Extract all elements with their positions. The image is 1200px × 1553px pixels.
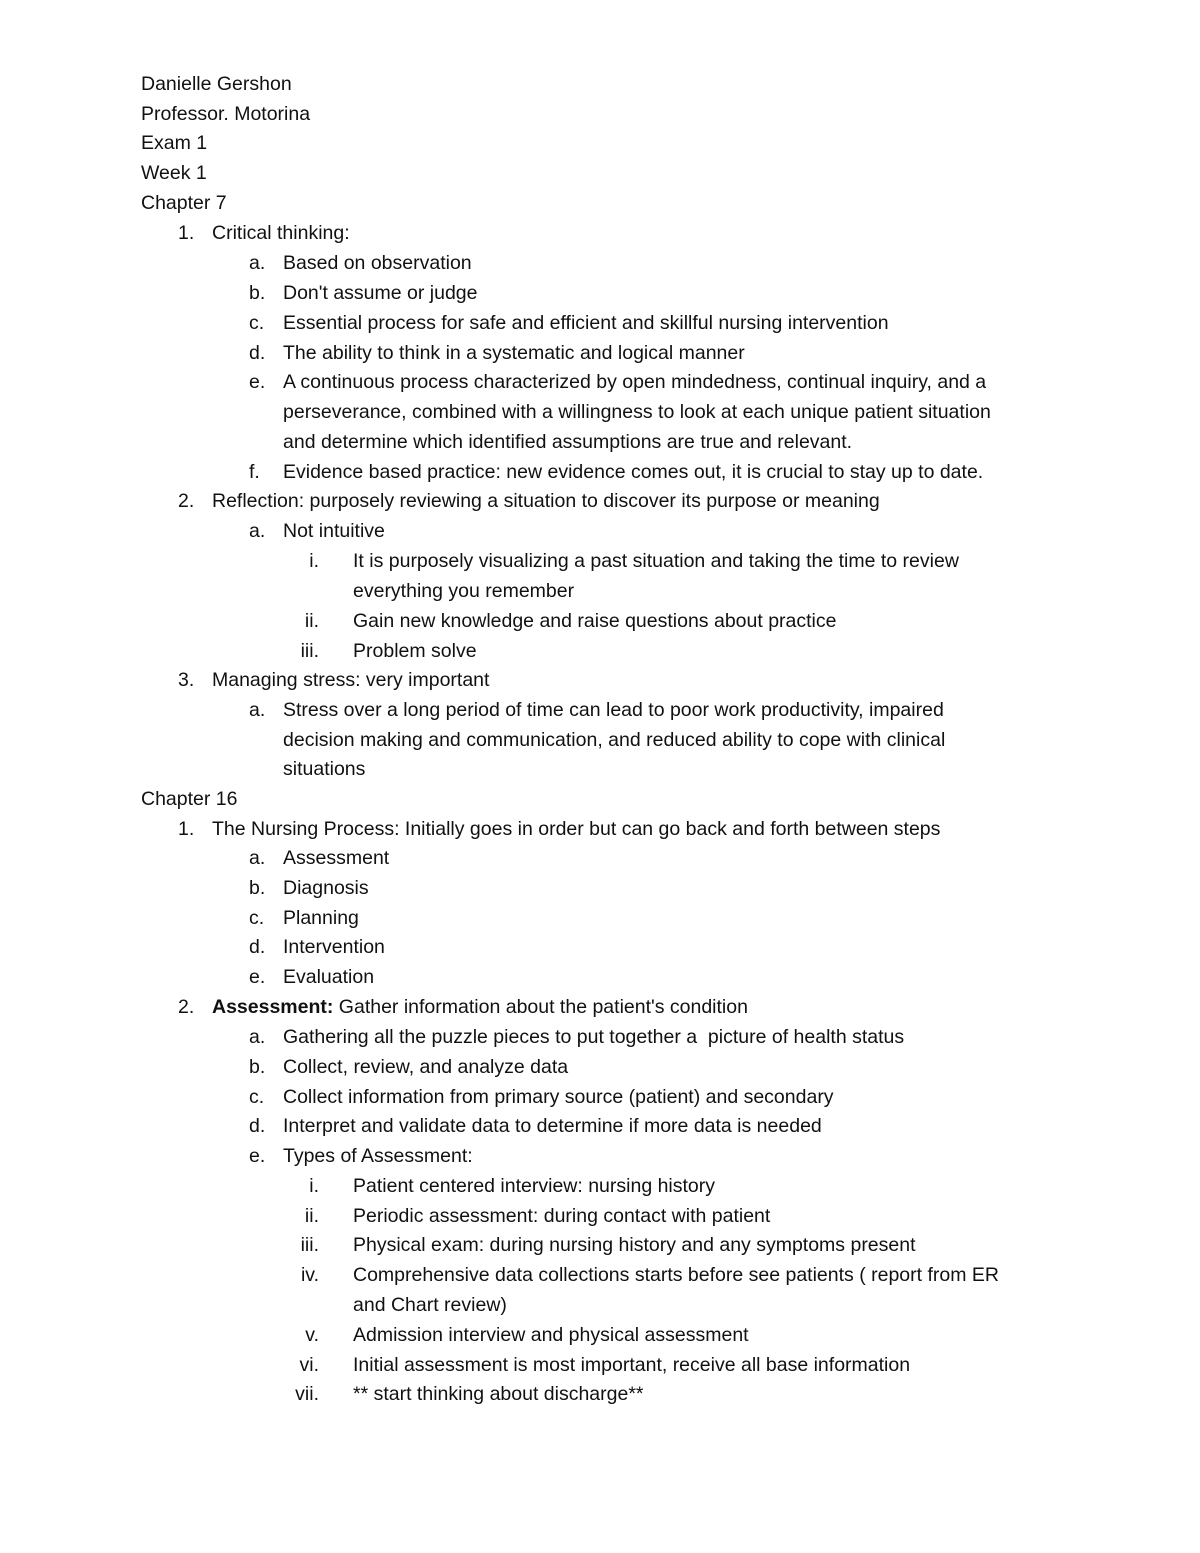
list-marker: d. — [249, 342, 266, 364]
list-item — [0, 516, 1200, 546]
list-item — [0, 665, 1200, 695]
list-item — [0, 903, 1200, 933]
list-item-text: Intervention — [283, 936, 385, 958]
student-name: Danielle Gershon — [141, 73, 292, 95]
list-item — [0, 486, 1200, 516]
list-marker: 1. — [178, 222, 195, 244]
list-item — [0, 1201, 1200, 1231]
list-marker: vi. — [299, 1354, 319, 1376]
list-item — [0, 695, 1200, 725]
list-item-continuation: decision making and communication, and reduced ability to cope with clinical — [283, 729, 946, 751]
list-item — [0, 873, 1200, 903]
list-item — [0, 1320, 1200, 1350]
list-marker: 2. — [178, 490, 195, 512]
list-item-continuation: everything you remember — [353, 580, 575, 602]
list-item-text: Critical thinking: — [212, 222, 350, 244]
list-item-text: Evaluation — [283, 966, 375, 988]
list-item-continuation: and determine which identified assumptions are true and relevant. — [283, 431, 853, 453]
list-marker: a. — [249, 699, 266, 721]
list-marker: v. — [305, 1324, 319, 1346]
list-marker: b. — [249, 1056, 266, 1078]
list-item-text: The ability to think in a systematic and logical manner — [283, 342, 745, 364]
list-item — [0, 992, 1200, 1022]
list-item-text: Assessment: Gather information about the patient's condition — [212, 996, 748, 1018]
list-item-text: Periodic assessment: during contact with patient — [353, 1205, 771, 1227]
list-marker: c. — [249, 907, 265, 929]
list-marker: 2. — [178, 996, 195, 1018]
list-item — [0, 1379, 1200, 1409]
list-item-continuation: situations — [283, 758, 366, 780]
list-marker: a. — [249, 252, 266, 274]
list-item — [0, 1260, 1200, 1290]
list-item — [0, 843, 1200, 873]
list-item-text: Essential process for safe and efficient and skillful nursing intervention — [283, 312, 889, 334]
list-item — [0, 1022, 1200, 1052]
list-marker: 3. — [178, 669, 195, 691]
week-label: Week 1 — [141, 162, 207, 184]
list-item-text: Managing stress: very important — [212, 669, 490, 691]
list-item-text: ** start thinking about discharge** — [353, 1383, 644, 1405]
list-marker: d. — [249, 1115, 266, 1137]
exam-label: Exam 1 — [141, 132, 208, 154]
list-marker: b. — [249, 282, 266, 304]
list-marker: a. — [249, 847, 266, 869]
list-item — [0, 1350, 1200, 1380]
list-item-text: Planning — [283, 907, 359, 929]
list-item — [0, 278, 1200, 308]
list-marker: i. — [309, 1175, 319, 1197]
list-item-text: Gathering all the puzzle pieces to put together a picture of health status — [283, 1026, 905, 1048]
list-marker: iv. — [300, 1264, 319, 1286]
list-item-text: It is purposely visualizing a past situation and taking the time to review — [353, 550, 959, 572]
list-item — [0, 338, 1200, 368]
list-item — [0, 1111, 1200, 1141]
list-item — [0, 218, 1200, 248]
list-item-text: Initial assessment is most important, receive all base information — [353, 1354, 911, 1376]
list-marker: e. — [249, 371, 266, 393]
list-item-text: Evidence based practice: new evidence comes out, it is crucial to stay up to date. — [283, 461, 984, 483]
list-marker: ii. — [304, 1205, 319, 1227]
list-item-text: Collect information from primary source (patient) and secondary — [283, 1086, 834, 1108]
list-item-text: Collect, review, and analyze data — [283, 1056, 569, 1078]
list-item-text: Gain new knowledge and raise questions about practice — [353, 610, 837, 632]
list-item-text: Stress over a long period of time can lead to poor work productivity, impaired — [283, 699, 944, 721]
list-item-text: Reflection: purposely reviewing a situation to discover its purpose or meaning — [212, 490, 880, 512]
bold-label: Assessment: — [212, 996, 334, 1018]
chapter-heading: Chapter 16 — [141, 788, 238, 810]
list-item — [0, 1141, 1200, 1171]
list-item-text: Physical exam: during nursing history and any symptoms present — [353, 1234, 916, 1256]
list-item — [0, 636, 1200, 666]
list-marker: e. — [249, 1145, 266, 1167]
list-item — [0, 1230, 1200, 1260]
list-marker: iii. — [300, 1234, 319, 1256]
list-item — [0, 1171, 1200, 1201]
list-item — [0, 546, 1200, 576]
list-item-text: Problem solve — [353, 640, 477, 662]
list-item-text: Interpret and validate data to determine if more data is needed — [283, 1115, 822, 1137]
list-item-text: Based on observation — [283, 252, 472, 274]
list-item — [0, 1082, 1200, 1112]
list-item — [0, 308, 1200, 338]
chapter-heading: Chapter 7 — [141, 192, 227, 214]
list-marker: ii. — [304, 610, 319, 632]
list-marker: 1. — [178, 818, 195, 840]
list-marker: c. — [249, 312, 265, 334]
list-item — [0, 457, 1200, 487]
list-item — [0, 248, 1200, 278]
list-item-text: Assessment — [283, 847, 390, 869]
list-item — [0, 606, 1200, 636]
list-item-text: Admission interview and physical assessment — [353, 1324, 749, 1346]
list-item-text: Patient centered interview: nursing history — [353, 1175, 716, 1197]
list-item-text: Types of Assessment: — [283, 1145, 473, 1167]
list-marker: e. — [249, 966, 266, 988]
list-item — [0, 962, 1200, 992]
list-item-text: Comprehensive data collections starts before see patients ( report from ER — [353, 1264, 999, 1286]
list-item-text: Don't assume or judge — [283, 282, 478, 304]
list-item — [0, 814, 1200, 844]
list-item — [0, 367, 1200, 397]
list-marker: i. — [309, 550, 319, 572]
list-marker: f. — [249, 461, 260, 483]
list-marker: iii. — [300, 640, 319, 662]
list-marker: d. — [249, 936, 266, 958]
list-marker: b. — [249, 877, 266, 899]
professor-name: Professor. Motorina — [141, 103, 311, 125]
list-item — [0, 1052, 1200, 1082]
list-item-continuation: perseverance, combined with a willingness to look at each unique patient situation — [283, 401, 991, 423]
list-item-continuation: and Chart review) — [353, 1294, 507, 1316]
list-item-text: Diagnosis — [283, 877, 369, 899]
list-item-text: The Nursing Process: Initially goes in order but can go back and forth between steps — [212, 818, 941, 840]
list-item-text: A continuous process characterized by open mindedness, continual inquiry, and a — [283, 371, 987, 393]
list-item-text: Not intuitive — [283, 520, 385, 542]
list-marker: c. — [249, 1086, 265, 1108]
list-marker: a. — [249, 520, 266, 542]
list-marker: a. — [249, 1026, 266, 1048]
list-marker: vii. — [295, 1383, 319, 1405]
list-item — [0, 932, 1200, 962]
